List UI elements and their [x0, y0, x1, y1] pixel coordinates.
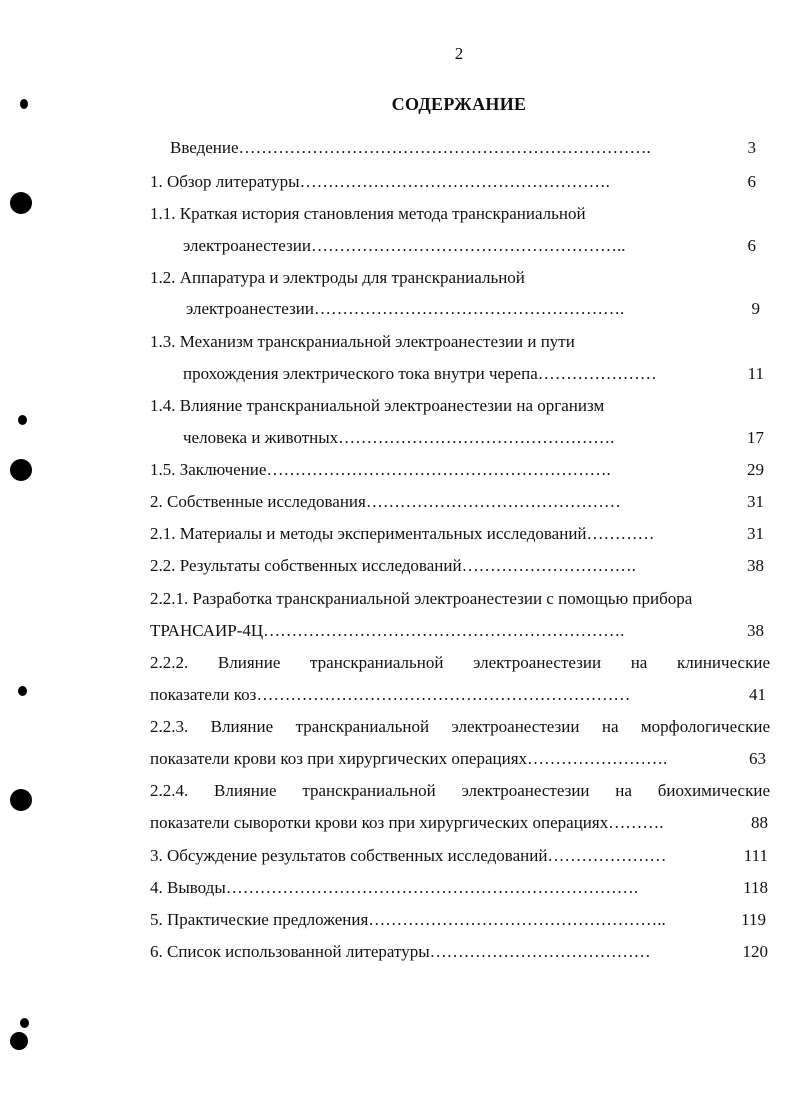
toc-entry-text: 6. Список использованной литературы………………………………… [150, 942, 651, 961]
punch-mark [18, 686, 27, 696]
punch-hole [10, 1032, 28, 1050]
toc-entry-text: прохождения электрического тока внутри черепа………………… [183, 364, 657, 383]
toc-entry-text: 1.4. Влияние транскраниальной электроанестезии на организм [150, 396, 605, 415]
toc-entry-page: 119 [741, 910, 766, 929]
toc-entry-page: 29 [747, 460, 764, 479]
toc-entry-page: 38 [747, 556, 764, 575]
toc-entry-page: 38 [747, 621, 764, 640]
toc-entry-page: 31 [747, 492, 764, 511]
toc-entry-text: электроанестезии………………………………………………. [186, 299, 625, 318]
toc-entry-page: 120 [742, 942, 768, 961]
toc-entry-text: 1.1. Краткая история становления метода транскраниальной [150, 204, 586, 223]
toc-entry-text: Введение………………………………………………………………. [170, 138, 651, 157]
punch-hole [10, 192, 32, 214]
toc-entry-text: показатели сыворотки крови коз при хирургических операциях………. [150, 813, 664, 832]
punch-mark [18, 415, 27, 425]
toc-entry-text: показатели крови коз при хирургических операциях……………………. [150, 749, 668, 768]
punch-hole [10, 789, 32, 811]
toc-entry-text: 2.2.1. Разработка транскраниальной электроанестезии с помощью прибора [150, 589, 693, 608]
punch-mark [20, 1018, 29, 1028]
toc-entry-page: 17 [747, 428, 764, 447]
toc-entry-text: 2.2.2. Влияние транскраниальной электроанестезии на клинические [150, 653, 770, 672]
toc-entry-text: 1.2. Аппаратура и электроды для транскраниальной [150, 268, 525, 287]
toc-entry-text: человека и животных…………………………………………. [183, 428, 615, 447]
toc-entry-page: 3 [747, 138, 756, 157]
toc-entry-text: 1.3. Механизм транскраниальной электроанестезии и пути [150, 332, 575, 351]
toc-entry-text: 1.5. Заключение……………………………………………………. [150, 460, 611, 479]
toc-entry-page: 63 [749, 749, 766, 768]
toc-entry-text: показатели коз………………………………………………………… [150, 685, 631, 704]
toc-entry-page: 9 [751, 299, 760, 318]
toc-entry-text: 2. Собственные исследования……………………………………… [150, 492, 621, 511]
toc-entry-text: 4. Выводы………………………………………………………………. [150, 878, 639, 897]
toc-entry-text: 3. Обсуждение результатов собственных исследований………………… [150, 846, 667, 865]
toc-entry-page: 118 [743, 878, 768, 897]
punch-mark [20, 99, 28, 109]
toc-entry-text: электроанестезии……………………………………………….. [183, 236, 626, 255]
toc-entry-text: ТРАНСАИР-4Ц………………………………………………………. [150, 621, 625, 640]
toc-entry-page: 111 [743, 846, 768, 865]
toc-entry-page: 31 [747, 524, 764, 543]
toc-entry-page: 6 [747, 172, 756, 191]
toc-entry-text: 1. Обзор литературы………………………………………………. [150, 172, 610, 191]
toc-entry-text: 2.2.4. Влияние транскраниальной электроанестезии на биохимические [150, 781, 770, 800]
toc-entry-text: 2.2. Результаты собственных исследований…………………………. [150, 556, 636, 575]
toc-entry-page: 41 [749, 685, 766, 704]
page-number: 2 [454, 44, 464, 63]
toc-entry-text: 2.2.3. Влияние транскраниальной электроанестезии на морфологические [150, 717, 770, 736]
toc-entry-page: 6 [747, 236, 756, 255]
toc-entry-page: 11 [747, 364, 764, 383]
toc-entry-text: 2.1. Материалы и методы экспериментальных исследований………… [150, 524, 655, 543]
toc-entry-text: 5. Практические предложения…………………………………………….. [150, 910, 666, 929]
toc-entry-page: 88 [751, 813, 768, 832]
page-title: СОДЕРЖАНИЕ [391, 94, 527, 114]
punch-hole [10, 459, 32, 481]
